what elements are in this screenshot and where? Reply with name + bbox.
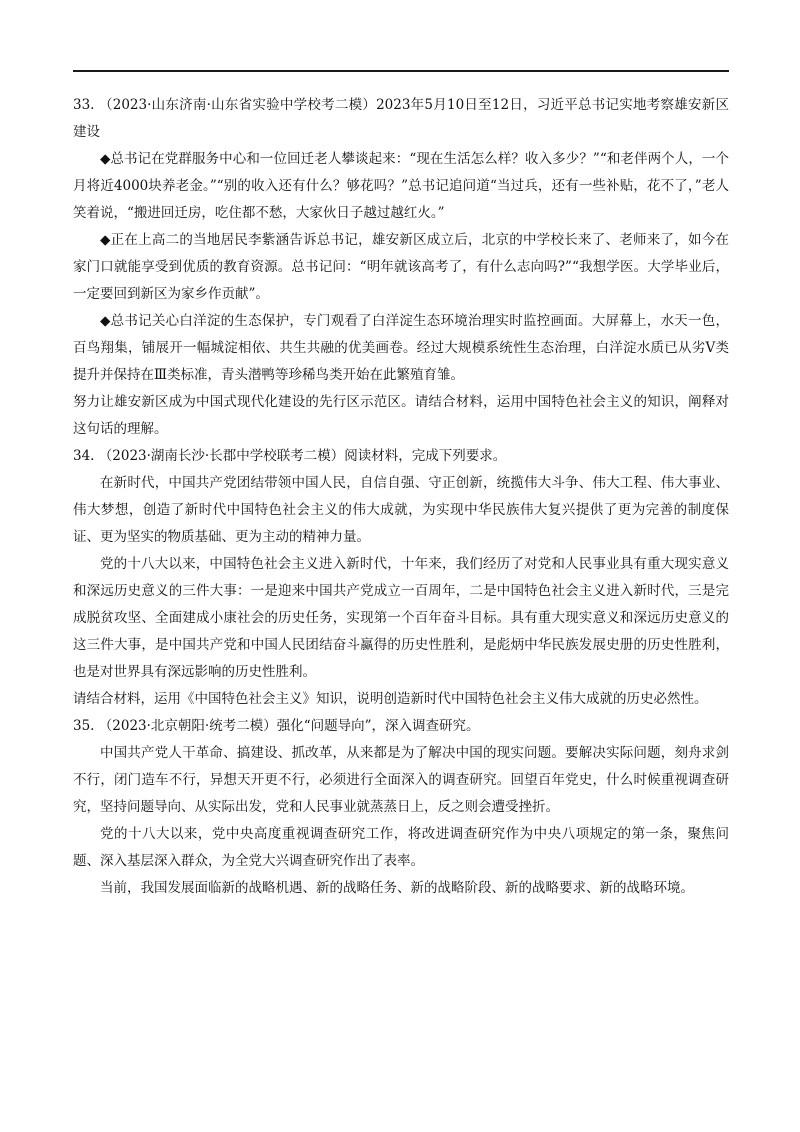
question-34-material-2: 党的十八大以来，中国特色社会主义进入新时代，十年来，我们经历了对党和人民事业具有重大现实意义和深远历史意义的三件大事：一是迎来中国共产党成立一百周年，二是中国特色社会主义进入新时代，三是完成脱贫攻坚、全面建成小康社会的历史任务，实现第一个百年奋斗目标。具有重大现实意义和深远历史意义的这三件大事，是中国共产党和中国人民团结奋斗赢得的历史性胜利，是彪炳中华民族发展史册的历史性胜利，也是对世界具有深远影响的历史性胜利。 [73, 556, 729, 680]
question-34-task: 请结合材料，运用《中国特色社会主义》知识，说明创造新时代中国特色社会主义伟大成就的历史必然性。 [73, 691, 708, 707]
question-33-header: 33. （2023·山东济南·山东省实验中学校考二模）2023年5月10日至12日，习近平总书记实地考察雄安新区建设 [73, 97, 729, 140]
question-35-material-2: 党的十八大以来，党中央高度重视调查研究工作，将改进调查研究作为中央八项规定的第一条，聚焦问题、深入基层深入群众，为全党大兴调查研究作出了表率。 [73, 826, 729, 869]
question-35-material-1: 中国共产党人干革命、搞建设、抓改革，从来都是为了解决中国的现实问题。要解决实际问题，刻舟求剑不行，闭门造车不行，异想天开更不行，必须进行全面深入的调查研究。回望百年党史，什么时候重视调查研究，坚持问题导向、从实际出发，党和人民事业就蒸蒸日上，反之则会遭受挫折。 [73, 745, 729, 815]
question-35-material-3: 当前，我国发展面临新的战略机遇、新的战略任务、新的战略阶段、新的战略要求、新的战略环境。 [100, 880, 694, 896]
question-33-material-2: ◆正在上高二的当地居民李紫涵告诉总书记，雄安新区成立后，北京的中学校长来了、老师来了，如今在家门口就能享受到优质的教育资源。总书记问：“明年就该高考了，有什么志向吗?”“我想学医。大学毕业后，一定要回到新区为家乡作贡献”。 [73, 232, 729, 302]
question-33-material-1: ◆总书记在党群服务中心和一位回迁老人攀谈起来：“现在生活怎么样？收入多少？”“和老伴两个人，一个月将近4000块养老金。”“别的收入还有什么？够花吗？”总书记追问道“当过兵，还有一些补贴，花不了，”老人笑着说，“搬进回迁房，吃住都不愁，大家伙日子越过越红火。” [73, 151, 729, 221]
question-33-material-3: ◆总书记关心白洋淀的生态保护，专门观看了白洋淀生态环境治理实时监控画面。大屏幕上，水天一色，百鸟翔集，铺展开一幅城淀相依、共生共融的优美画卷。经过大规模系统性生态治理，白洋淀水质已从劣Ⅴ类提升并保持在Ⅲ类标准，青头潜鸭等珍稀鸟类开始在此繁殖育雏。 [73, 313, 729, 383]
header-rule [73, 70, 729, 72]
question-33-task: 努力让雄安新区成为中国式现代化建设的先行区示范区。请结合材料，运用中国特色社会主义的知识，阐释对这句话的理解。 [73, 394, 729, 437]
document-body [73, 92, 729, 902]
question-35-header: 35. （2023·北京朝阳·统考二模）强化“问题导向”，深入调查研究。 [73, 718, 480, 734]
question-34-header: 34. （2023·湖南长沙·长郡中学校联考二模）阅读材料，完成下列要求。 [73, 448, 507, 464]
question-34-material-1: 在新时代，中国共产党团结带领中国人民，自信自强、守正创新，统揽伟大斗争、伟大工程、伟大事业、伟大梦想，创造了新时代中国特色社会主义的伟大成就，为实现中华民族伟大复兴提供了更为完善的制度保证、更为坚实的物质基础、更为主动的精神力量。 [73, 475, 729, 545]
